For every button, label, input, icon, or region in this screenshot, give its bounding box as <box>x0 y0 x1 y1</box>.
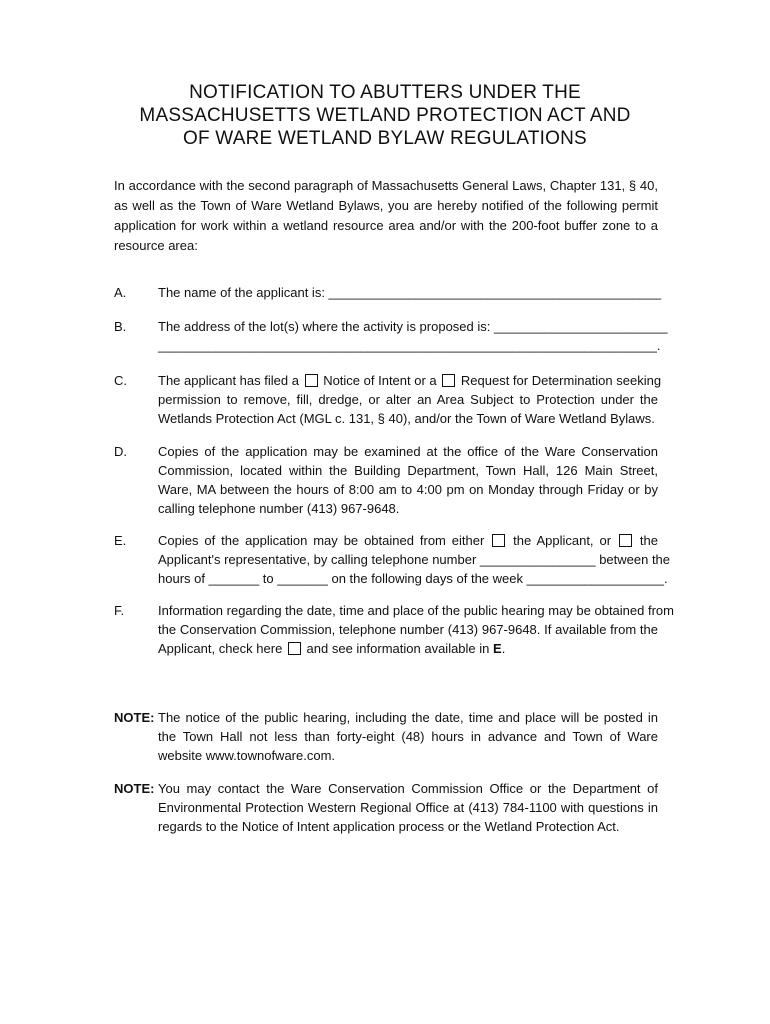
item-f-line-2: the Conservation Commission, telephone number (413) 967-9648. If available from the <box>158 622 658 637</box>
applicant-checkbox[interactable] <box>492 534 505 547</box>
lot-address-field-line-1[interactable]: The address of the lot(s) where the activity is proposed is: ________________________ <box>158 319 668 334</box>
item-c-lead-text: The applicant has filed a <box>158 373 299 388</box>
item-c-letter: C. <box>114 373 127 388</box>
request-for-determination-label: Request for Determination seeking <box>460 373 662 388</box>
item-f-check-text: Applicant, check here <box>158 641 283 656</box>
representative-checkbox[interactable] <box>619 534 632 547</box>
intro-paragraph: In accordance with the second paragraph of Massachusetts General Laws, Chapter 131, § 40, as well as the Town of Ware Wetland Bylaws, you are hereby notified of the following permit application for work within a wetland resource area and/or with the 200-foot buffer zone to a resource area: <box>114 178 658 253</box>
item-a-letter: A. <box>114 285 127 300</box>
item-d-letter: D. <box>114 444 127 459</box>
notice-of-intent-checkbox[interactable] <box>305 374 318 387</box>
document-title <box>0 81 770 150</box>
title-line-3: OF WARE WETLAND BYLAW REGULATIONS <box>183 128 587 149</box>
representative-checkbox-label: the <box>639 533 658 548</box>
note-1-text: The notice of the public hearing, including the date, time and place will be posted in the Town Hall not less than forty-eight (48) hours in advance and Town of Ware website www.townofware.com. <box>158 710 658 763</box>
lot-address-field-line-2[interactable]: _____________________________________________________________________. <box>158 338 661 353</box>
item-f-period: . <box>501 641 506 656</box>
request-for-determination-checkbox[interactable] <box>442 374 455 387</box>
item-d-text: Copies of the application may be examined at the office of the Ware Conservation Commission, located within the Building Department, Town Hall, 126 Main Street, Ware, MA between the hours of 8:00 am to 4:00 pm on Monday through Friday or by calling telephone number (413) 967-9648. <box>158 444 658 516</box>
representative-phone-field[interactable]: Applicant's representative, by calling telephone number ________________ between the <box>158 552 671 567</box>
item-f-line-1: Information regarding the date, time and place of the public hearing may be obtained from <box>158 603 674 618</box>
notice-of-intent-label: Notice of Intent or a <box>323 373 437 388</box>
item-b-letter: B. <box>114 319 127 334</box>
hours-days-field[interactable]: hours of _______ to _______ on the following days of the week ___________________. <box>158 571 668 586</box>
item-f-letter: F. <box>114 603 125 618</box>
applicant-name-field[interactable]: The name of the applicant is: ______________________________________________ <box>158 285 662 300</box>
note-2-label: NOTE: <box>114 781 155 796</box>
hearing-info-checkbox[interactable] <box>288 642 301 655</box>
title-line-2: MASSACHUSETTS WETLAND PROTECTION ACT AND <box>139 105 631 126</box>
note-2-text: You may contact the Ware Conservation Commission Office or the Department of Environmental Protection Western Regional Office at (413) 784-1100 with questions in regards to the Notice of Intent application process or the Wetland Protection Act. <box>158 781 658 834</box>
title-line-1: NOTIFICATION TO ABUTTERS UNDER THE <box>189 82 581 103</box>
applicant-checkbox-label: the Applicant, or <box>513 533 612 548</box>
item-f-see-text: and see information available in <box>306 641 490 656</box>
note-1-label: NOTE: <box>114 710 155 725</box>
item-c-rest-text: permission to remove, fill, dredge, or alter an Area Subject to Protection under the Wetlands Protection Act (MGL c. 131, § 40), and/or the Town of Ware Wetland Bylaws. <box>158 392 658 426</box>
item-e-letter: E. <box>114 533 127 548</box>
item-f-bold-reference: E <box>493 641 502 656</box>
item-e-lead-text: Copies of the application may be obtained from either <box>158 533 485 548</box>
